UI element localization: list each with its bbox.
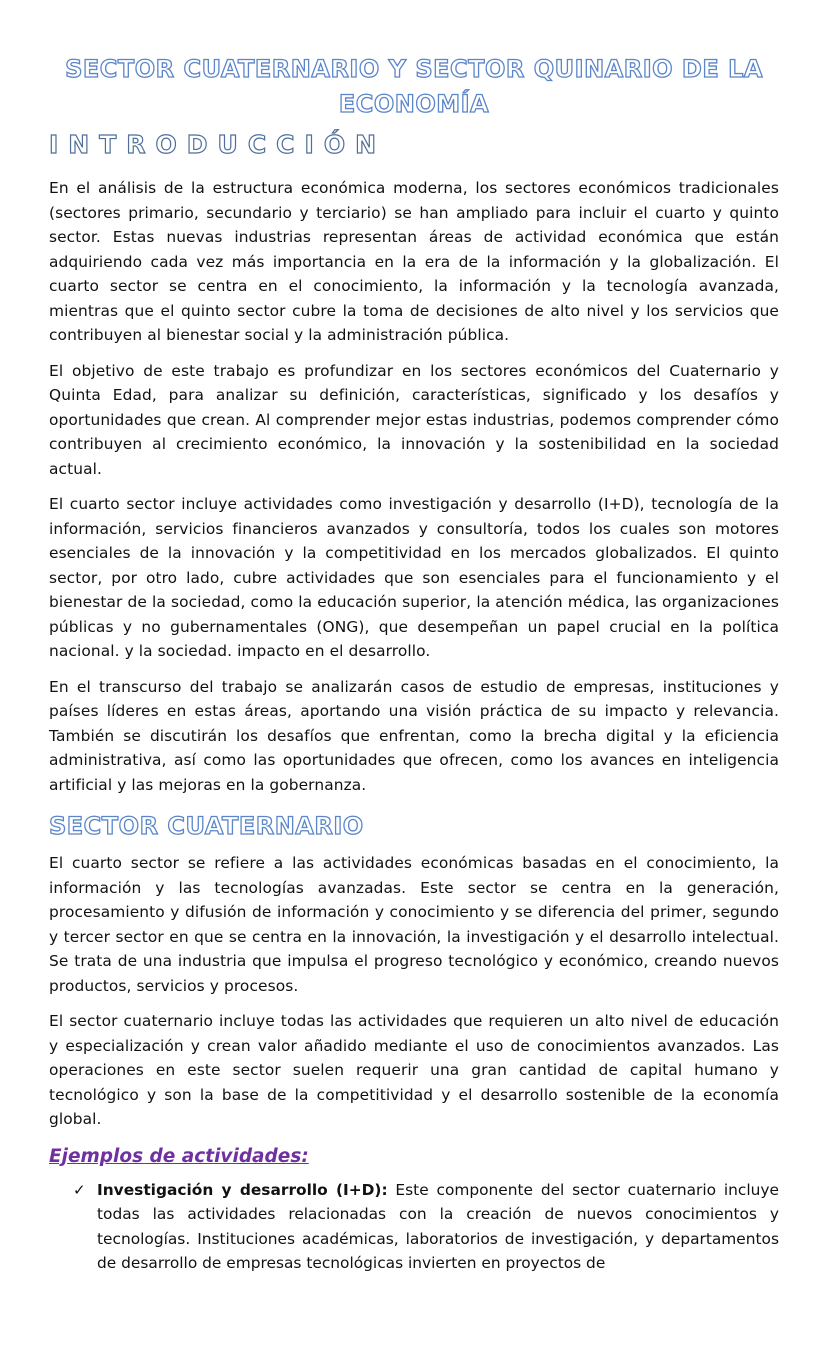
example-label: Investigación y desarrollo (I+D): (97, 1180, 388, 1199)
intro-paragraph-4: En el transcurso del trabajo se analizarán casos de estudio de empresas, instituciones y países líderes en estas áreas, aportando una visión práctica de su impacto y relevancia. También se discutirán los desafíos que enfrentan, como la brecha digital y la eficiencia administrativa, así como las oportunidades que ofrecen, como los avances en inteligencia artificial y las mejoras en la gobernanza. (49, 677, 779, 794)
cuaternario-paragraph-1: El cuarto sector se refiere a las actividades económicas basadas en el conocimiento, la información y las tecnologías avanzadas. Este sector se centra en la generación, procesamiento y difusión de información y conocimiento y se diferencia del primer, segundo y tercer sector en que se centra en la innovación, la investigación y el desarrollo intelectual. Se trata de una industria que impulsa el progreso tecnológico y económico, creando nuevos productos, servicios y procesos. (49, 854, 779, 995)
intro-paragraph-2: El objetivo de este trabajo es profundizar en los sectores económicos del Cuaternario y Quinta Edad, para analizar su definición, características, significado y los desafíos y oportunidades que crean. Al comprender mejor estas industrias, podemos comprender cómo contribuyen al crecimiento económico, la innovación y la sostenibilidad en la sociedad actual. (49, 361, 779, 478)
heading-introduccion: INTRODUCCIÓN (49, 130, 387, 159)
heading-sector-cuaternario: SECTOR CUATERNARIO (49, 812, 364, 840)
checkmark-icon: ✓ (73, 1180, 86, 1199)
document-title: SECTOR CUATERNARIO Y SECTOR QUINARIO DE LA ECONOMÍA (65, 55, 763, 118)
intro-paragraph-3: El cuarto sector incluye actividades como investigación y desarrollo (I+D), tecnología de la información, servicios financieros avanzados y consultoría, todos los cuales son motores esenciales de la innovación y la competitividad en los mercados globalizados. El quinto sector, por otro lado, cubre actividades que son esenciales para el funcionamiento y el bienestar de la sociedad, como la educación superior, la atención médica, las organizaciones públicas y no gubernamentales (ONG), que desempeñan un papel crucial en la política nacional. y la sociedad. impacto en el desarrollo. (49, 495, 779, 660)
example-list-item (49, 1178, 779, 1276)
intro-paragraph-1: En el análisis de la estructura económica moderna, los sectores económicos tradicionales (sectores primario, secundario y terciario) se han ampliado para incluir el cuarto y quinto sector. Estas nuevas industrias representan áreas de actividad económica que están adquiriendo cada vez más importancia en la era de la información y la globalización. El cuarto sector se centra en el conocimiento, la información y la tecnología avanzada, mientras que el quinto sector cubre la toma de decisiones de alto nivel y los servicios que contribuyen al bienestar social y la administración pública. (49, 179, 779, 344)
cuaternario-paragraph-2: El sector cuaternario incluye todas las actividades que requieren un alto nivel de educación y especialización y crean valor añadido mediante el uso de conocimientos avanzados. Las operaciones en este sector suelen requerir una gran cantidad de capital humano y tecnológico y son la base de la competitividad y el desarrollo sostenible de la economía global. (49, 1012, 779, 1128)
example-description: Este componente del sector cuaternario incluye todas las actividades relacionadas con la creación de nuevos conocimientos y tecnologías. Instituciones académicas, laboratorios de investigación, y departamentos de desarrollo de empresas tecnológicas invierten en proyectos de (97, 1180, 779, 1272)
example-text (97, 1178, 779, 1276)
examples-heading: Ejemplos de actividades: (49, 1145, 309, 1167)
